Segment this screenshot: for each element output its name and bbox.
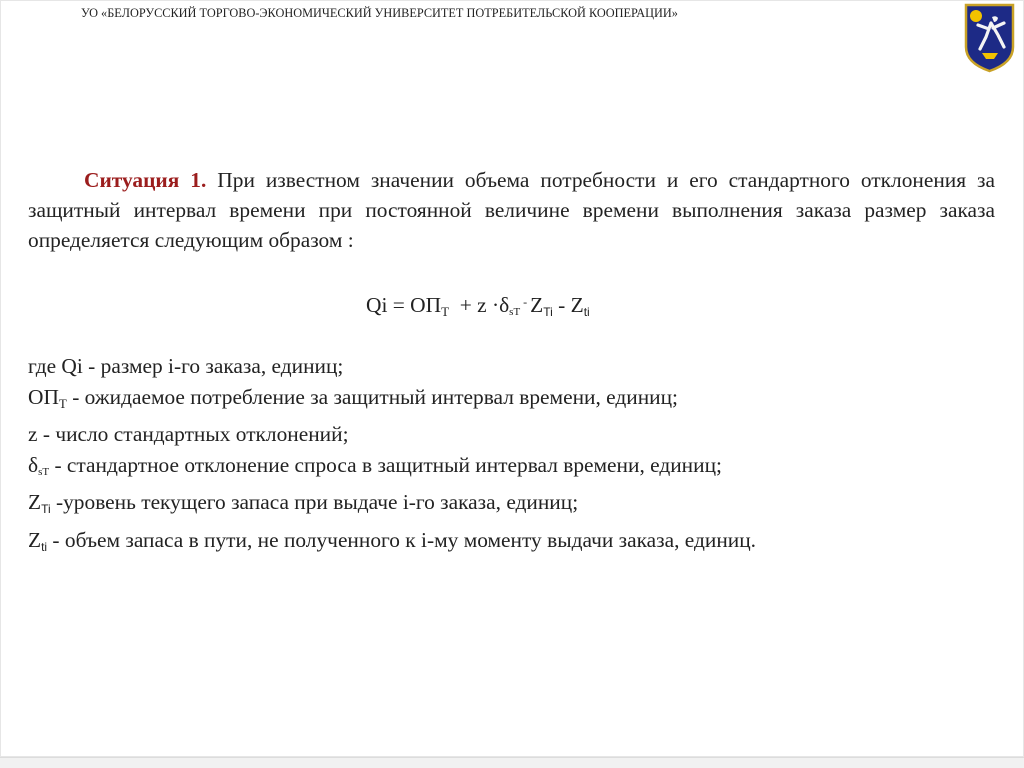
formula-minus2: - Z <box>552 293 584 317</box>
formula-sub-st: sT <box>509 306 521 318</box>
formula-sub-ti-upper: Ti <box>543 305 553 319</box>
definition-zti-upper <box>28 487 988 525</box>
formula-sub-ti-lower: ti <box>583 305 590 319</box>
definition-opt-symbol: ОП <box>28 384 59 409</box>
formula-eq: = ОП <box>387 293 442 317</box>
definition-zti-upper-symbol: Z <box>28 490 42 514</box>
definition-delta <box>28 450 988 488</box>
definition-opt <box>28 382 988 420</box>
formula-plus-z: + z ·δ <box>449 293 510 317</box>
situation-text: При известном значении объема потребности и его стандартного отклонения за защитный интервал времени при постоянной величине времени выполнения заказа размер заказа определяется следующим образом : <box>28 168 996 252</box>
university-crest-icon <box>964 3 1015 73</box>
definition-zti-lower-sub: ti <box>41 539 48 554</box>
definition-zti-upper-text: -уровень текущего запаса при выдаче i-го заказа, единиц; <box>50 490 579 514</box>
situation-lead: Ситуация 1. <box>84 168 207 192</box>
definition-zti-lower-text: - объем запаса в пути, не полученного к i-му моменту выдачи заказа, единиц. <box>47 527 757 552</box>
definition-zti-upper-sub: Ti <box>41 502 51 516</box>
definition-delta-text: - стандартное отклонение спроса в защитный интервал времени, единиц; <box>49 452 722 477</box>
formula-sub-t: T <box>441 304 450 319</box>
formula-z1: Z <box>530 293 544 317</box>
definition-delta-sub: sT <box>38 465 50 478</box>
order-size-formula <box>366 293 590 320</box>
definition-opt-sub: T <box>58 395 67 411</box>
definition-z: z - число стандартных отклонений; <box>28 422 349 446</box>
definitions-list <box>28 351 988 562</box>
definition-qi: где Qi - размер i-го заказа, единиц; <box>28 354 344 378</box>
definition-delta-symbol: δ <box>28 452 39 477</box>
definition-zti-lower-symbol: Z <box>28 527 42 552</box>
bottom-strip <box>0 757 1024 768</box>
definition-opt-text: - ожидаемое потребление за защитный интервал времени, единиц; <box>66 384 678 409</box>
situation-paragraph <box>28 165 995 255</box>
university-header: УО «БЕЛОРУССКИЙ ТОРГОВО-ЭКОНОМИЧЕСКИЙ УНИВЕРСИТЕТ ПОТРЕБИТЕЛЬСКОЙ КООПЕРАЦИИ» <box>81 6 678 20</box>
formula-qi: Qi <box>366 293 388 317</box>
definition-zti-lower <box>28 525 988 563</box>
formula-minus1: - <box>520 295 531 309</box>
